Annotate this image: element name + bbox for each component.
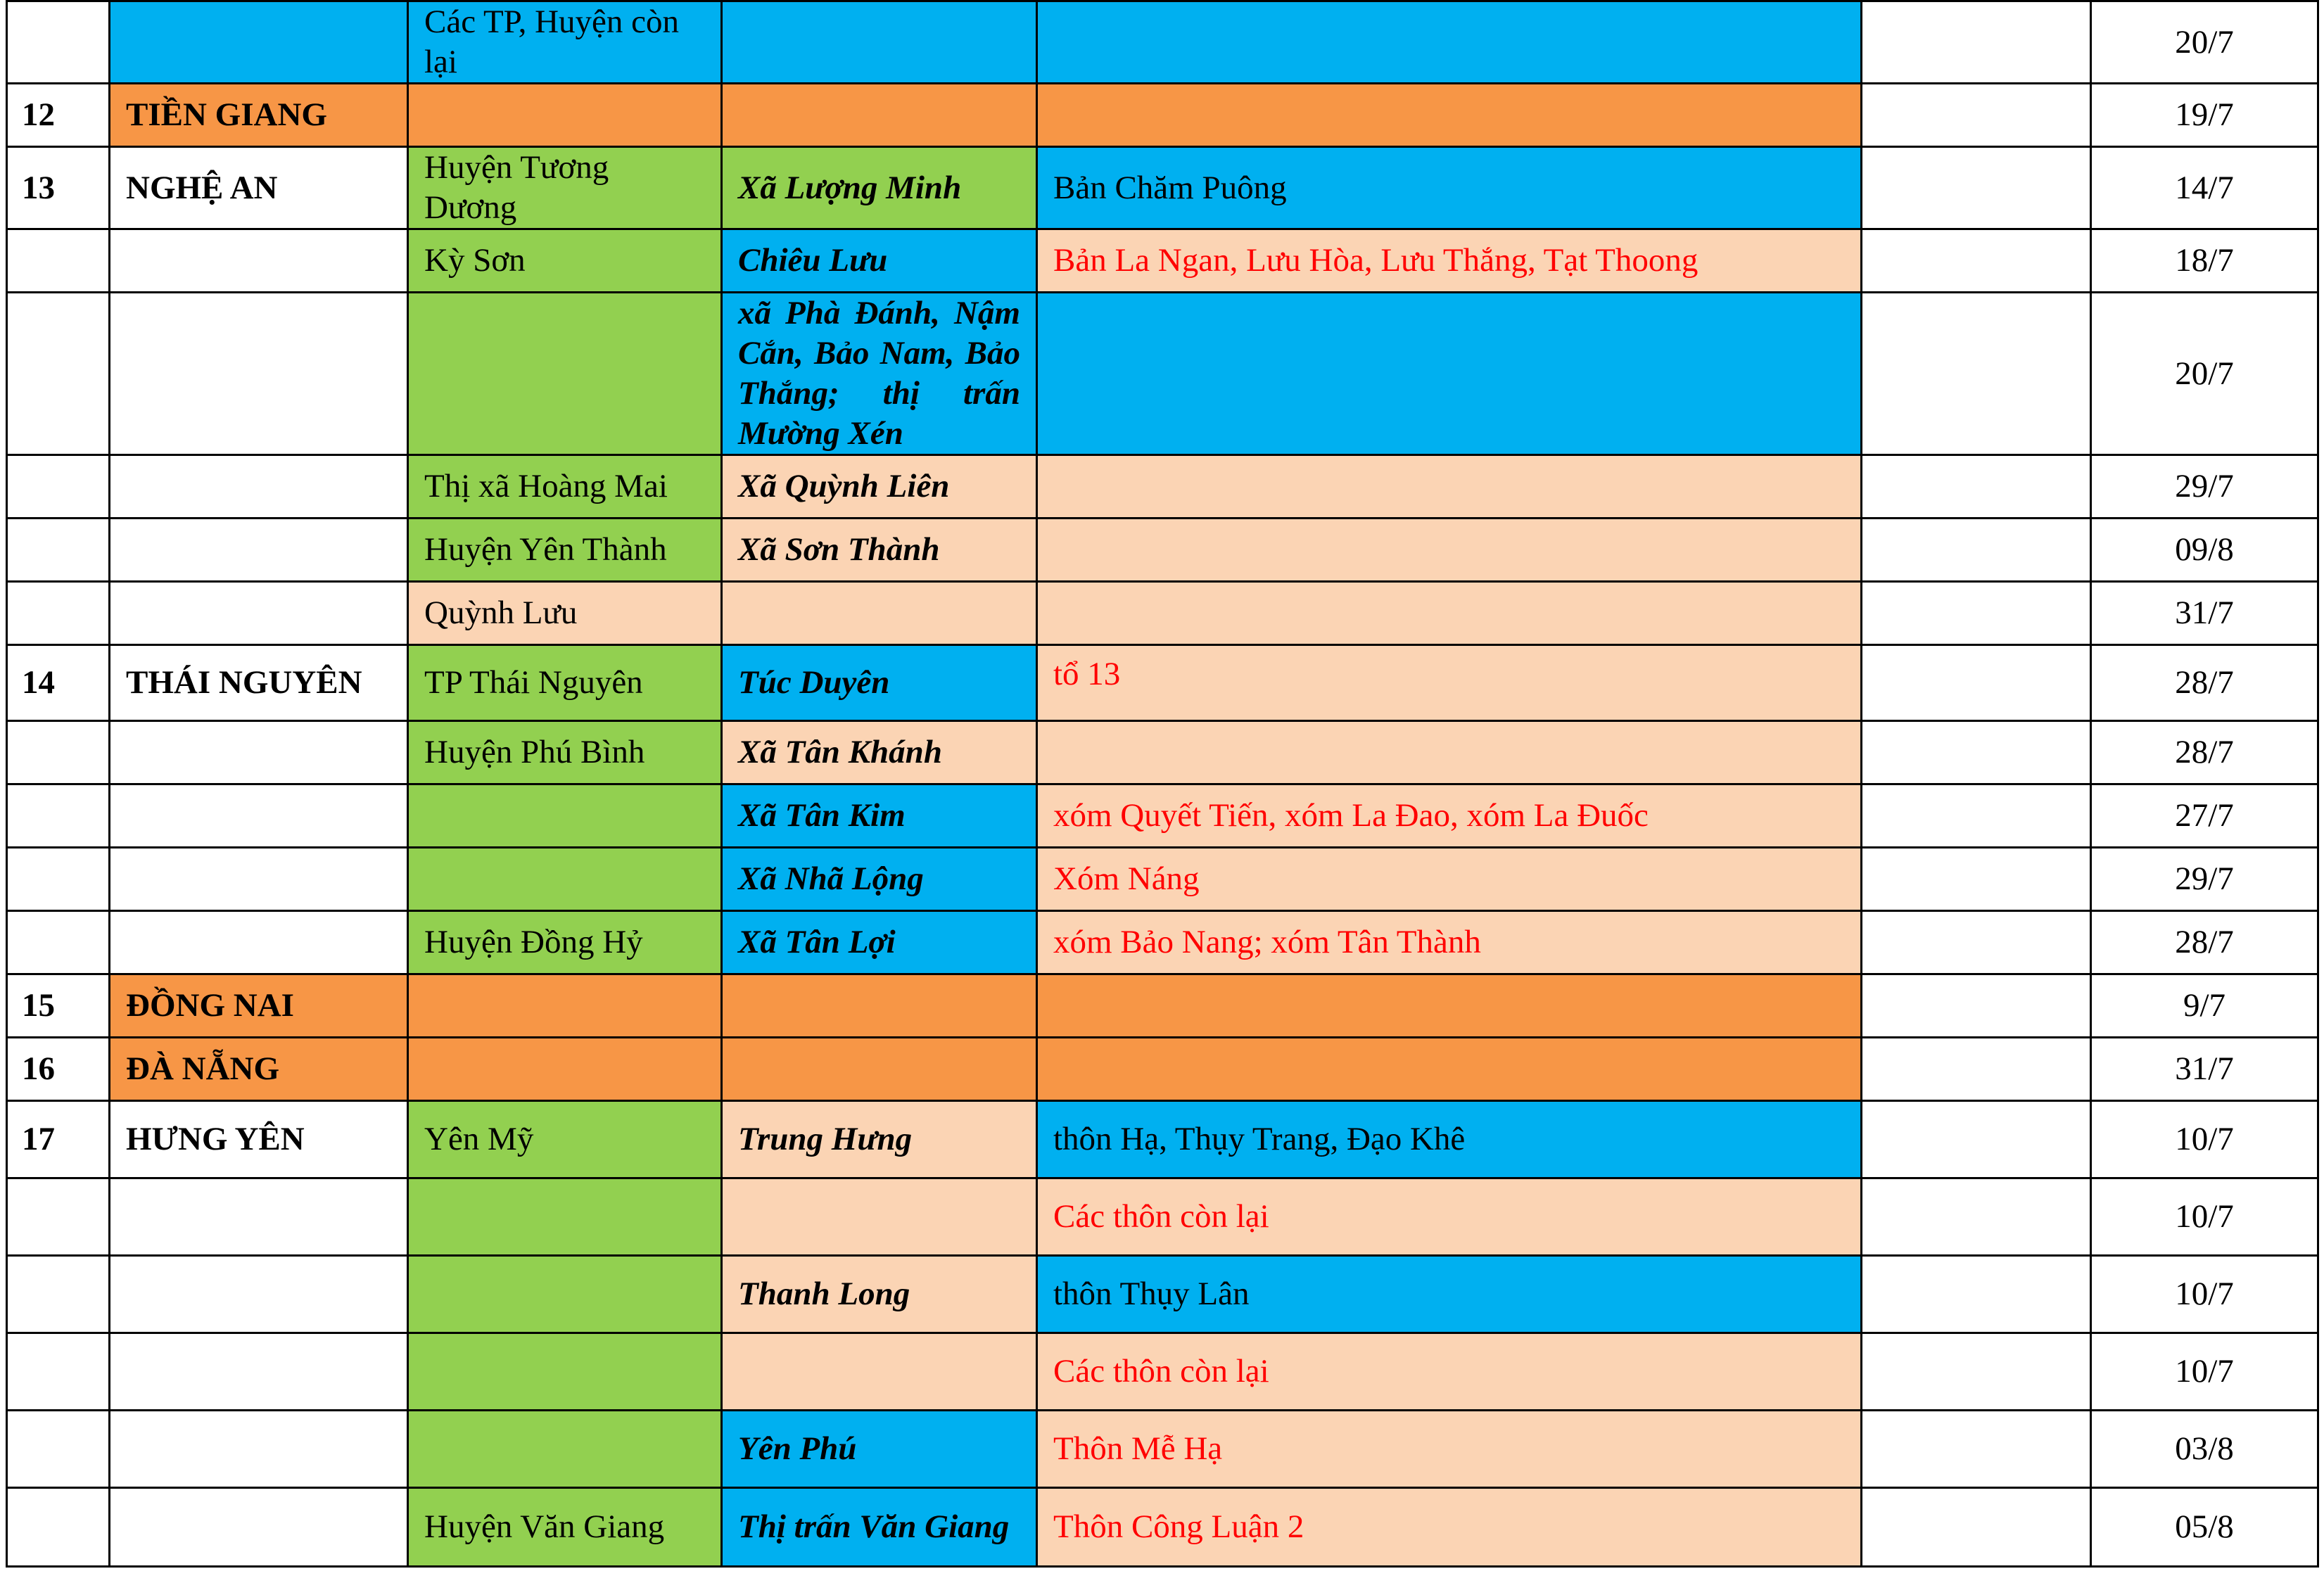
- row-number-cell: [7, 1, 110, 84]
- table-row: [7, 1488, 2318, 1567]
- date-cell: 19/7: [2091, 84, 2318, 147]
- row-number-cell: [7, 848, 110, 911]
- table-row: [7, 848, 2318, 911]
- district-cell: Quỳnh Lưu: [408, 582, 722, 645]
- table-row: [7, 1, 2318, 84]
- village-cell: [1037, 84, 1862, 147]
- commune-cell: [722, 974, 1037, 1038]
- province-cell: THÁI NGUYÊN: [110, 645, 408, 721]
- district-cell: Các TP, Huyện còn lại: [408, 1, 722, 84]
- commune-cell: Trung Hưng: [722, 1101, 1037, 1178]
- village-cell: xóm Bảo Nang; xóm Tân Thành: [1037, 911, 1862, 974]
- row-number-cell: [7, 784, 110, 848]
- empty-cell: [1862, 784, 2091, 848]
- table-row: [7, 974, 2318, 1038]
- row-number-cell: [7, 229, 110, 293]
- district-cell: [408, 1411, 722, 1488]
- village-cell: Thôn Công Luận 2: [1037, 1488, 1862, 1567]
- province-cell: [110, 1488, 408, 1567]
- table-row: [7, 455, 2318, 519]
- row-number-cell: [7, 1178, 110, 1256]
- row-number-cell: 15: [7, 974, 110, 1038]
- row-number-cell: [7, 1488, 110, 1567]
- empty-cell: [1862, 147, 2091, 229]
- province-cell: [110, 1411, 408, 1488]
- row-number-cell: 13: [7, 147, 110, 229]
- village-cell: [1037, 582, 1862, 645]
- commune-cell: Thanh Long: [722, 1256, 1037, 1333]
- district-cell: Kỳ Sơn: [408, 229, 722, 293]
- province-cell: [110, 1, 408, 84]
- table-row: [7, 1038, 2318, 1101]
- date-cell: 05/8: [2091, 1488, 2318, 1567]
- date-cell: 18/7: [2091, 229, 2318, 293]
- district-cell: [408, 848, 722, 911]
- district-cell: [408, 974, 722, 1038]
- row-number-cell: [7, 1411, 110, 1488]
- table-row: [7, 293, 2318, 455]
- village-cell: xóm Quyết Tiến, xóm La Đao, xóm La Đuốc: [1037, 784, 1862, 848]
- district-cell: [408, 1256, 722, 1333]
- table-row: [7, 1101, 2318, 1178]
- commune-cell: [722, 582, 1037, 645]
- commune-cell: Xã Quỳnh Liên: [722, 455, 1037, 519]
- province-cell: [110, 1178, 408, 1256]
- province-cell: [110, 582, 408, 645]
- province-cell: [110, 455, 408, 519]
- commune-cell: xã Phà Đánh, Nậm Cắn, Bảo Nam, Bảo Thắng; thị trấn Mường Xén: [722, 293, 1037, 455]
- row-number-cell: 12: [7, 84, 110, 147]
- province-cell: ĐỒNG NAI: [110, 974, 408, 1038]
- commune-cell: Xã Nhã Lộng: [722, 848, 1037, 911]
- village-cell: Xóm Náng: [1037, 848, 1862, 911]
- empty-cell: [1862, 519, 2091, 582]
- empty-cell: [1862, 455, 2091, 519]
- village-cell: Các thôn còn lại: [1037, 1333, 1862, 1411]
- empty-cell: [1862, 1038, 2091, 1101]
- district-cell: Huyện Văn Giang: [408, 1488, 722, 1567]
- empty-cell: [1862, 1411, 2091, 1488]
- row-number-cell: [7, 1333, 110, 1411]
- village-cell: thôn Hạ, Thụy Trang, Đạo Khê: [1037, 1101, 1862, 1178]
- commune-cell: [722, 1178, 1037, 1256]
- table-row: [7, 147, 2318, 229]
- village-cell: [1037, 974, 1862, 1038]
- commune-cell: [722, 1333, 1037, 1411]
- province-cell: [110, 229, 408, 293]
- commune-cell: Xã Tân Kim: [722, 784, 1037, 848]
- row-number-cell: 14: [7, 645, 110, 721]
- district-cell: [408, 784, 722, 848]
- commune-cell: [722, 84, 1037, 147]
- village-cell: Các thôn còn lại: [1037, 1178, 1862, 1256]
- commune-cell: Túc Duyên: [722, 645, 1037, 721]
- province-cell: [110, 721, 408, 784]
- empty-cell: [1862, 1333, 2091, 1411]
- province-cell: ĐÀ NẴNG: [110, 1038, 408, 1101]
- table-row: [7, 911, 2318, 974]
- empty-cell: [1862, 1178, 2091, 1256]
- table-row: [7, 1178, 2318, 1256]
- date-cell: 27/7: [2091, 784, 2318, 848]
- date-cell: 28/7: [2091, 911, 2318, 974]
- date-cell: 29/7: [2091, 848, 2318, 911]
- table-row: [7, 721, 2318, 784]
- row-number-cell: [7, 721, 110, 784]
- empty-cell: [1862, 721, 2091, 784]
- empty-cell: [1862, 911, 2091, 974]
- date-cell: 28/7: [2091, 645, 2318, 721]
- district-cell: [408, 1038, 722, 1101]
- province-cell: NGHỆ AN: [110, 147, 408, 229]
- commune-cell: [722, 1, 1037, 84]
- village-cell: tổ 13: [1037, 645, 1862, 721]
- date-cell: 29/7: [2091, 455, 2318, 519]
- village-cell: [1037, 293, 1862, 455]
- date-cell: 31/7: [2091, 582, 2318, 645]
- district-cell: Huyện Tương Dương: [408, 147, 722, 229]
- province-cell: [110, 293, 408, 455]
- table-row: [7, 1333, 2318, 1411]
- village-cell: Bản La Ngan, Lưu Hòa, Lưu Thắng, Tạt Thoong: [1037, 229, 1862, 293]
- province-cell: [110, 911, 408, 974]
- date-cell: 10/7: [2091, 1256, 2318, 1333]
- row-number-cell: [7, 1256, 110, 1333]
- date-cell: 14/7: [2091, 147, 2318, 229]
- commune-cell: [722, 1038, 1037, 1101]
- district-cell: [408, 1333, 722, 1411]
- table-row: [7, 784, 2318, 848]
- date-cell: 31/7: [2091, 1038, 2318, 1101]
- empty-cell: [1862, 293, 2091, 455]
- empty-cell: [1862, 1256, 2091, 1333]
- empty-cell: [1862, 645, 2091, 721]
- village-cell: Thôn Mễ Hạ: [1037, 1411, 1862, 1488]
- province-cell: [110, 848, 408, 911]
- district-cell: Huyện Phú Bình: [408, 721, 722, 784]
- empty-cell: [1862, 1, 2091, 84]
- commune-cell: Yên Phú: [722, 1411, 1037, 1488]
- commune-cell: Xã Lượng Minh: [722, 147, 1037, 229]
- date-cell: 9/7: [2091, 974, 2318, 1038]
- date-cell: 10/7: [2091, 1178, 2318, 1256]
- table-row: [7, 645, 2318, 721]
- village-cell: [1037, 519, 1862, 582]
- commune-cell: Xã Tân Lợi: [722, 911, 1037, 974]
- row-number-cell: [7, 911, 110, 974]
- province-cell: [110, 1333, 408, 1411]
- district-cell: [408, 84, 722, 147]
- district-cell: Thị xã Hoàng Mai: [408, 455, 722, 519]
- village-cell: [1037, 721, 1862, 784]
- date-cell: 20/7: [2091, 1, 2318, 84]
- date-cell: 09/8: [2091, 519, 2318, 582]
- row-number-cell: [7, 293, 110, 455]
- table-row: [7, 1256, 2318, 1333]
- province-cell: [110, 519, 408, 582]
- row-number-cell: [7, 582, 110, 645]
- row-number-cell: [7, 455, 110, 519]
- village-cell: [1037, 455, 1862, 519]
- district-cell: Huyện Đồng Hỷ: [408, 911, 722, 974]
- commune-cell: Chiêu Lưu: [722, 229, 1037, 293]
- province-cell: [110, 784, 408, 848]
- empty-cell: [1862, 84, 2091, 147]
- date-cell: 03/8: [2091, 1411, 2318, 1488]
- village-cell: [1037, 1038, 1862, 1101]
- province-cell: [110, 1256, 408, 1333]
- empty-cell: [1862, 1488, 2091, 1567]
- row-number-cell: [7, 519, 110, 582]
- commune-cell: Xã Tân Khánh: [722, 721, 1037, 784]
- table-row: [7, 519, 2318, 582]
- empty-cell: [1862, 582, 2091, 645]
- province-cell: HƯNG YÊN: [110, 1101, 408, 1178]
- empty-cell: [1862, 229, 2091, 293]
- date-cell: 28/7: [2091, 721, 2318, 784]
- village-cell: thôn Thụy Lân: [1037, 1256, 1862, 1333]
- village-cell: [1037, 1, 1862, 84]
- schedule-table: [6, 0, 2319, 1568]
- row-number-cell: 17: [7, 1101, 110, 1178]
- empty-cell: [1862, 1101, 2091, 1178]
- village-cell: Bản Chăm Puông: [1037, 147, 1862, 229]
- district-cell: TP Thái Nguyên: [408, 645, 722, 721]
- table-row: [7, 1411, 2318, 1488]
- commune-cell: Thị trấn Văn Giang: [722, 1488, 1037, 1567]
- district-cell: [408, 1178, 722, 1256]
- date-cell: 20/7: [2091, 293, 2318, 455]
- date-cell: 10/7: [2091, 1101, 2318, 1178]
- table-row: [7, 229, 2318, 293]
- commune-cell: Xã Sơn Thành: [722, 519, 1037, 582]
- row-number-cell: 16: [7, 1038, 110, 1101]
- date-cell: 10/7: [2091, 1333, 2318, 1411]
- table-row: [7, 84, 2318, 147]
- table-body: [7, 1, 2318, 1567]
- district-cell: [408, 293, 722, 455]
- province-cell: TIỀN GIANG: [110, 84, 408, 147]
- empty-cell: [1862, 848, 2091, 911]
- table-row: [7, 582, 2318, 645]
- district-cell: Huyện Yên Thành: [408, 519, 722, 582]
- district-cell: Yên Mỹ: [408, 1101, 722, 1178]
- empty-cell: [1862, 974, 2091, 1038]
